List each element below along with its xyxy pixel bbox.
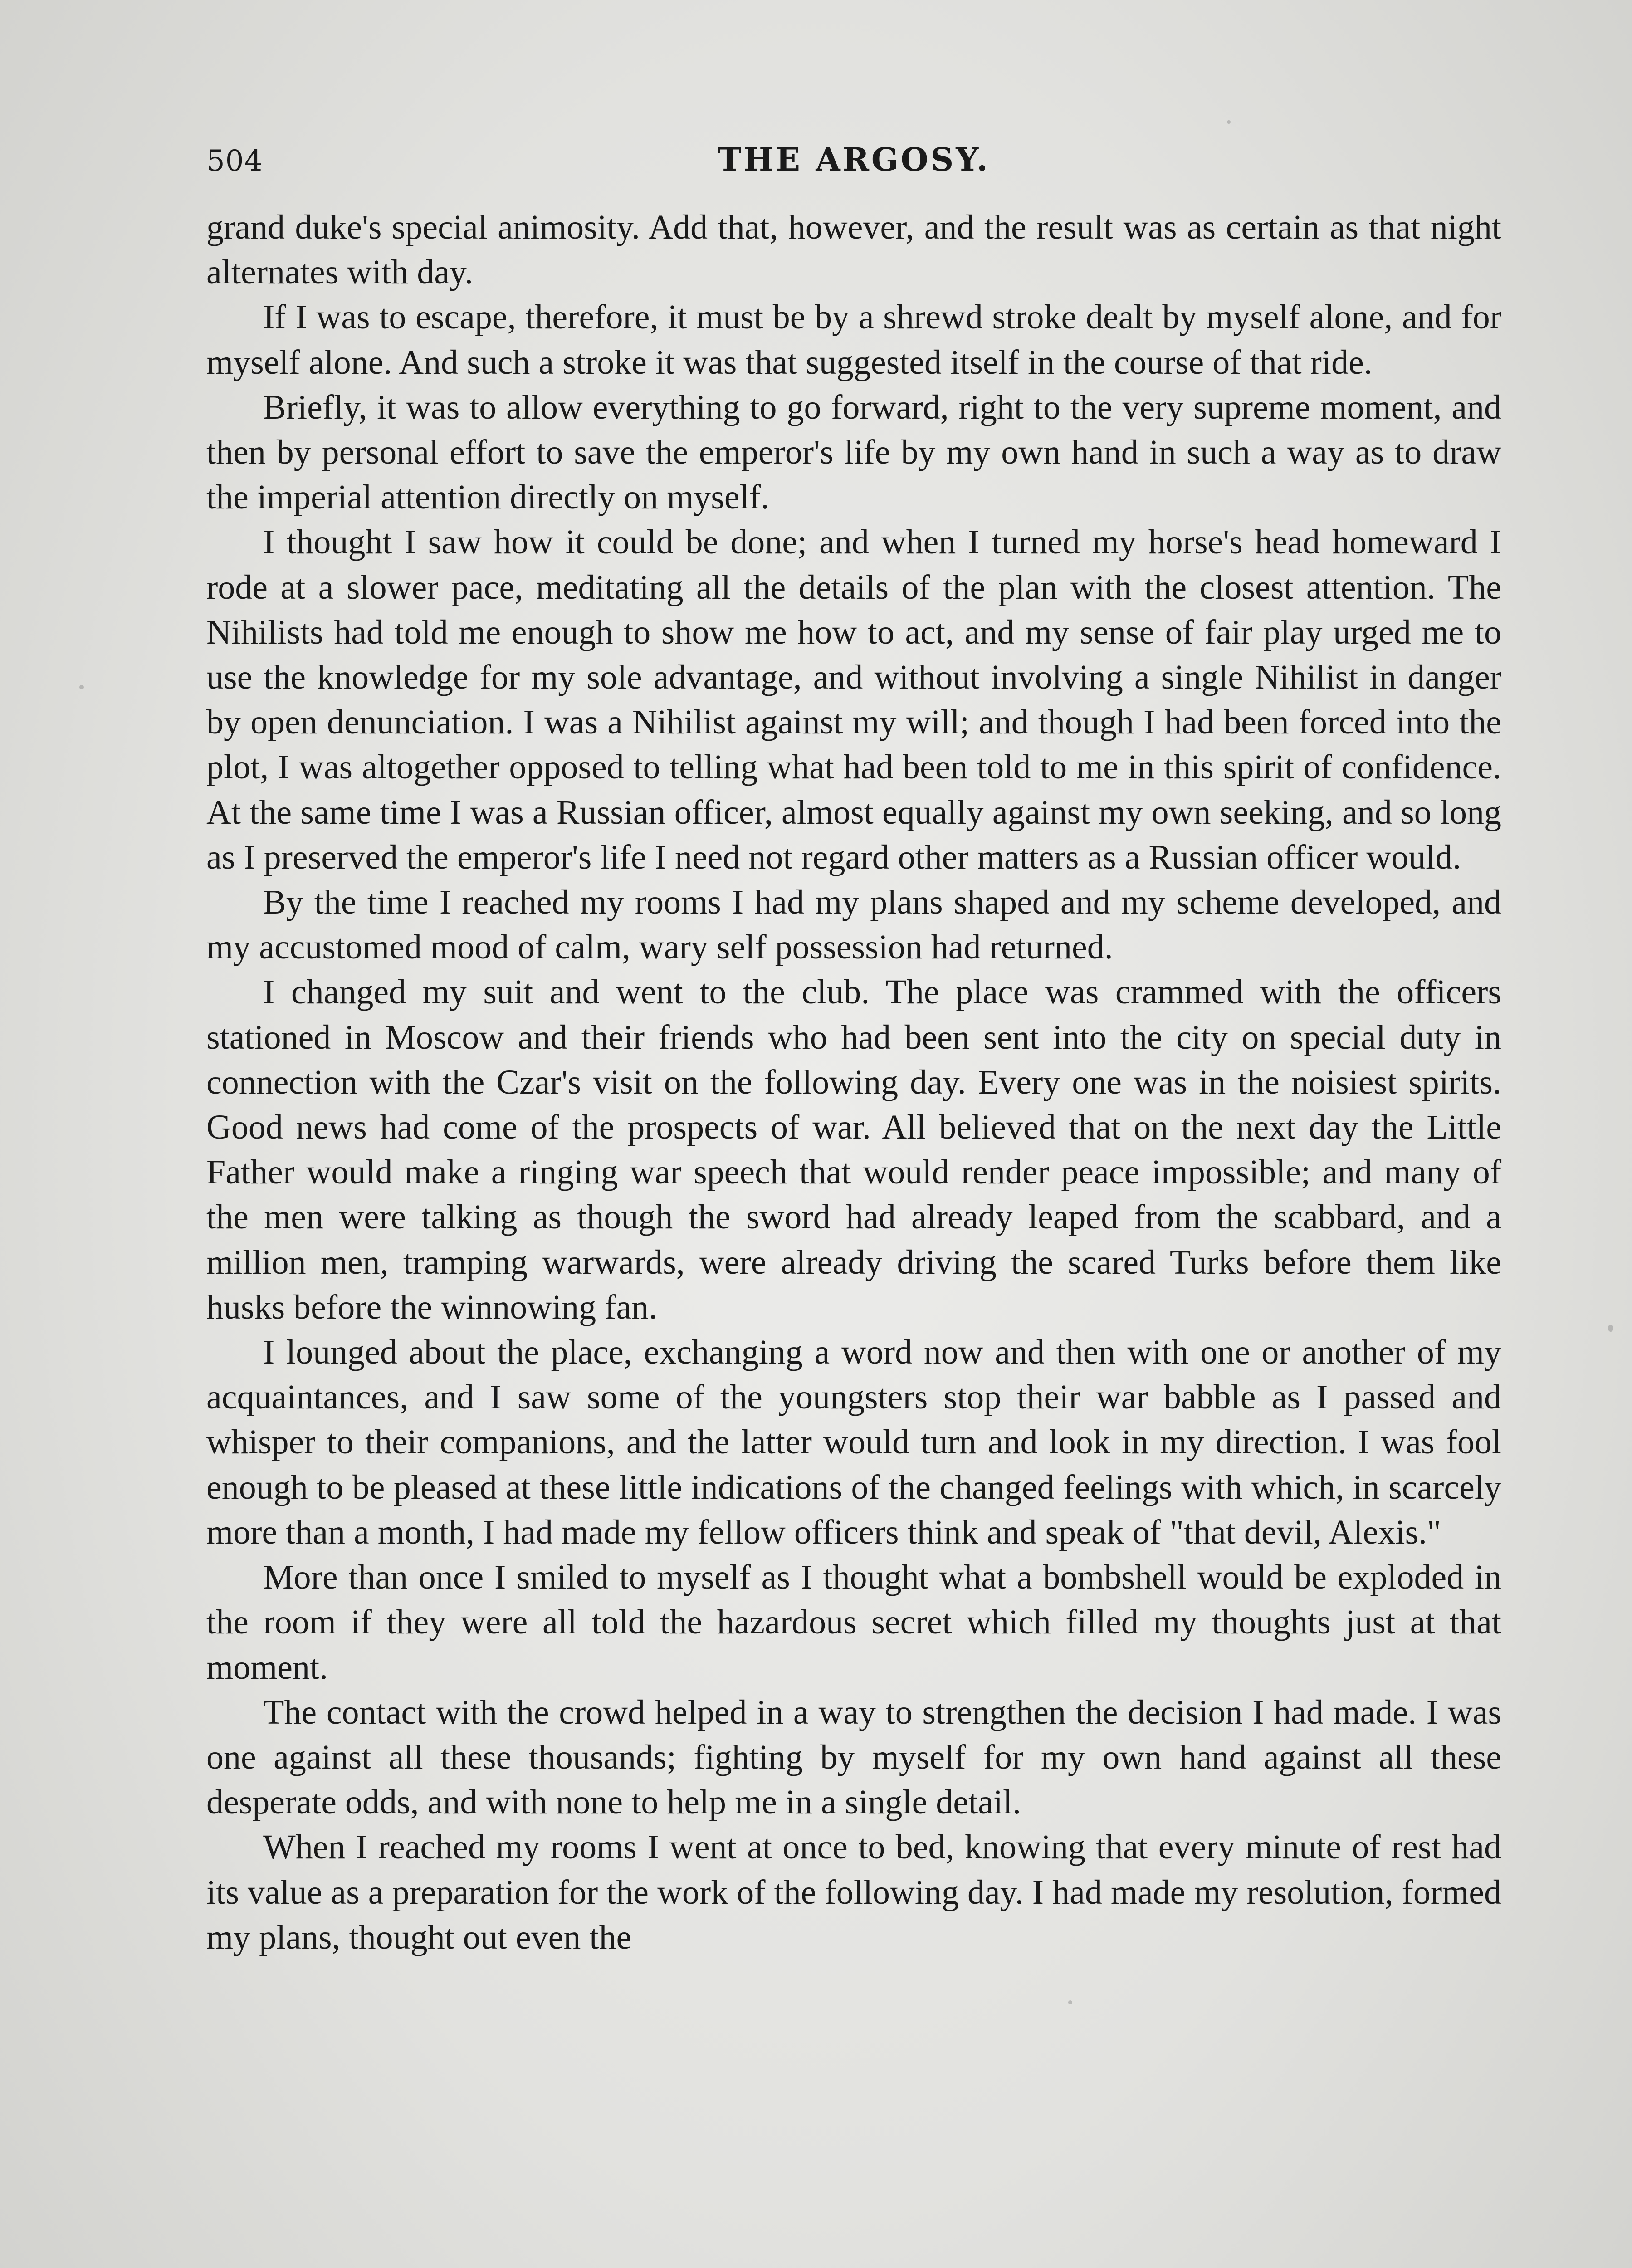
paragraph-5: By the time I reached my rooms I had my plans shaped and my scheme developed, and my accustomed mood of calm, wary self possession had returned. <box>206 883 1501 967</box>
paragraph-9: The contact with the crowd helped in a way to strengthen the decision I had made. I was one against all these thousands; fighting by myself for my own hand against all these desperate odds, and with none to help me in a single detail. <box>206 1693 1501 1822</box>
page-header <box>206 136 1501 181</box>
paragraph-4: I thought I saw how it could be done; and when I turned my horse's head homeward I rode at a slower pace, meditating all the details of the plan with the closest attention. The Nihilists had told me enough to show me how to act, and my sense of fair play urged me to use the knowledge for my sole advantage, and without involving a single Nihilist in danger by open denunciation. I was a Nihilist against my will; and though I had been forced into the plot, I was altogether opposed to telling what had been told to me in this spirit of confidence. At the same time I was a Russian officer, almost equally against my own seeking, and so long as I preserved the emperor's life I need not regard other matters as a Russian officer would. <box>206 523 1501 876</box>
paper-speck <box>1068 2000 1072 2004</box>
page-number: 504 <box>206 144 264 178</box>
paragraph-8: More than once I smiled to myself as I thought what a bombshell would be exploded in the room if they were all told the hazardous secret which filled my thoughts just at that moment. <box>206 1558 1501 1686</box>
paper-speck <box>79 685 84 689</box>
paper-speck <box>1608 1325 1613 1332</box>
paper-speck <box>1227 120 1231 124</box>
paragraph-7: I lounged about the place, exchanging a word now and then with one or another of my acquaintances, and I saw some of the youngsters stop their war babble as I passed and whisper to their companions, and the latter would turn and look in my direction. I was fool enough to be pleased at these little indications of the changed feelings with which, in scarcely more than a month, I had made my fellow officers think and speak of "that devil, Alexis." <box>206 1333 1501 1551</box>
paragraph-1: grand duke's special animosity. Add that, however, and the result was as certain as that night alternates with day. <box>206 208 1501 292</box>
body-text <box>206 205 1501 1960</box>
paragraph-2: If I was to escape, therefore, it must be by a shrewd stroke dealt by myself alone, and for myself alone. And such a stroke it was that suggested itself in the course of that ride. <box>206 298 1501 381</box>
paragraph-10: When I reached my rooms I went at once to bed, knowing that every minute of rest had its value as a preparation for the work of the following day. I had made my resolution, formed my plans, thought out even the <box>206 1828 1501 1956</box>
paragraph-3: Briefly, it was to allow everything to go forward, right to the very supreme moment, and then by personal effort to save the emperor's life by my own hand in such a way as to draw the imperial attention directly on myself. <box>206 388 1501 517</box>
running-head: THE ARGOSY. <box>718 141 990 178</box>
paragraph-6: I changed my suit and went to the club. The place was crammed with the officers stationed in Moscow and their friends who had been sent into the city on special duty in connection with the Czar's visit on the following day. Every one was in the noisiest spirits. Good news had come of the prospects of war. All believed that on the next day the Little Father would make a ringing war speech that would render peace impossible; and many of the men were talking as though the sword had already leaped from the scabbard, and a million men, tramping warwards, were already driving the scared Turks before them like husks before the winnowing fan. <box>206 973 1501 1326</box>
